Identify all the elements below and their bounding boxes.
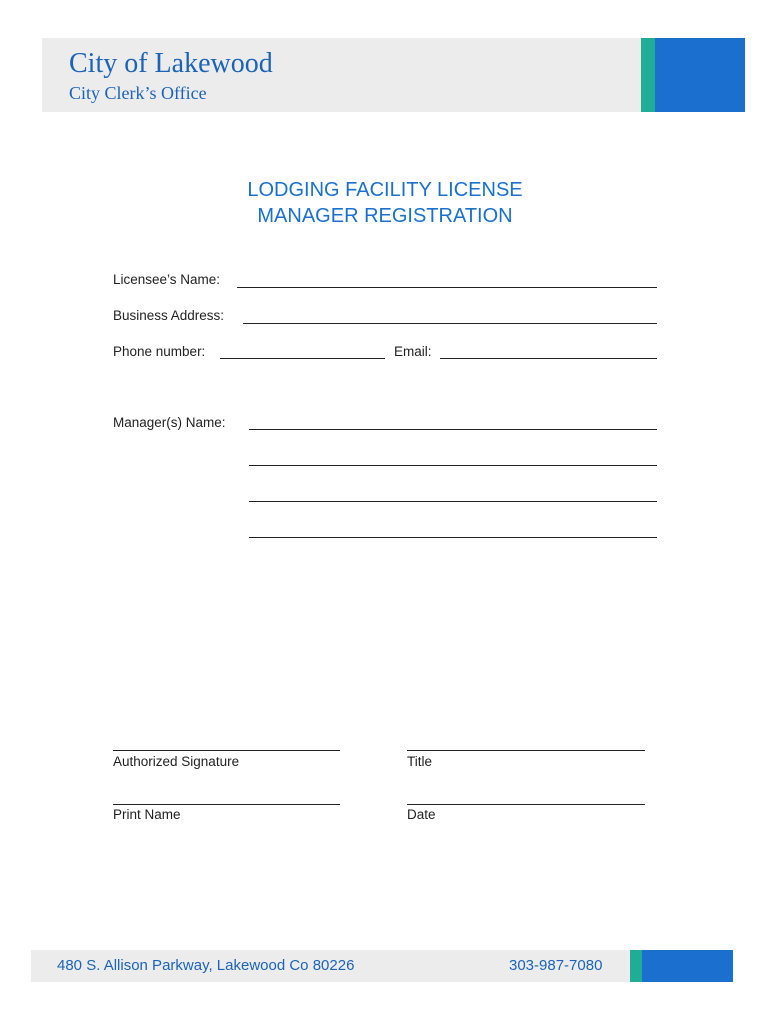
manager-name-field-3[interactable] [249,501,657,502]
licensee-name-field[interactable] [237,287,657,288]
header-band [42,38,745,112]
email-field[interactable] [440,358,657,359]
footer-band [31,950,733,982]
authorized-signature-label: Authorized Signature [113,754,240,769]
form-title-line-2: MANAGER REGISTRATION [257,205,513,227]
email-label: Email: [394,344,432,359]
form-title [0,177,770,229]
business-address-label: Business Address: [113,308,225,323]
business-address-field[interactable] [243,323,657,324]
managers-label: Manager(s) Name: [113,415,226,430]
header-accent-teal [641,38,655,112]
footer-accent-teal [630,950,642,982]
footer-address: 480 S. Allison Parkway, Lakewood Co 80226 [57,957,355,974]
title-field[interactable] [407,750,645,751]
organization-name: City of Lakewood [69,48,273,79]
phone-label: Phone number: [113,344,206,359]
department-name: City Clerk’s Office [69,83,207,103]
date-field[interactable] [407,804,645,805]
footer-phone: 303-987-7080 [509,957,603,974]
print-name-label: Print Name [113,807,181,822]
print-name-field[interactable] [113,804,340,805]
form-title-line-1: LODGING FACILITY LICENSE [247,179,523,201]
manager-name-field-2[interactable] [249,465,657,466]
date-label: Date [407,807,436,822]
manager-name-field-4[interactable] [249,537,657,538]
licensee-name-label: Licensee’s Name: [113,272,221,287]
footer-accent-blue [642,950,733,982]
title-label: Title [407,754,433,769]
header-accent-blue [655,38,745,112]
manager-name-field-1[interactable] [249,429,657,430]
authorized-signature-field[interactable] [113,750,340,751]
phone-field[interactable] [220,358,385,359]
